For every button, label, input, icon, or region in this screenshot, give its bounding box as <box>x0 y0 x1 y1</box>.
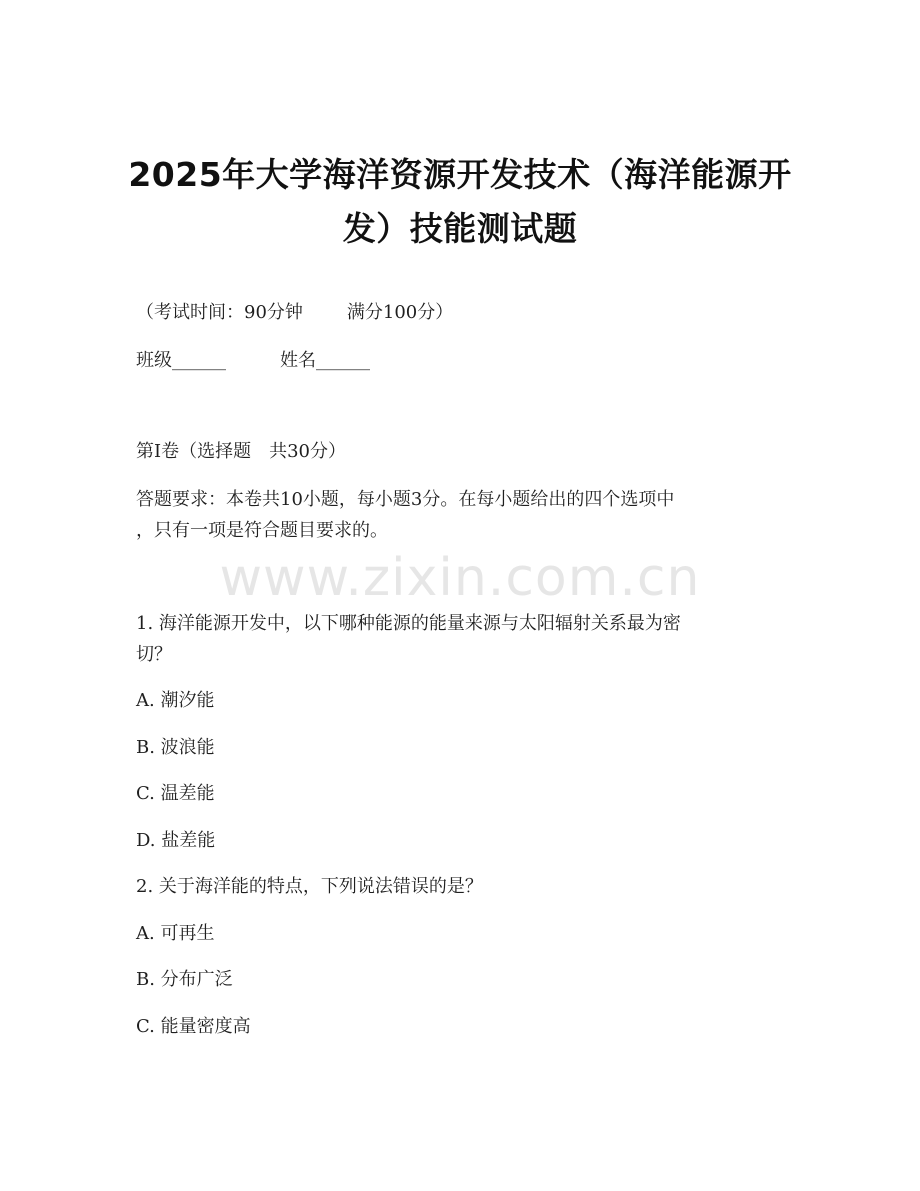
class-field: 班级______ <box>136 350 226 371</box>
document-title <box>110 148 810 256</box>
question-stem: 1. 海洋能源开发中，以下哪种能源的能量来源与太阳辐射关系最为密 <box>136 613 681 634</box>
option-c: C. 温差能 <box>136 783 215 804</box>
option-b: B. 分布广泛 <box>136 969 233 990</box>
section-title: 第I卷（选择题 共30分） <box>136 441 347 462</box>
option-d: D. 盐差能 <box>136 830 216 851</box>
full-score: 满分100分） <box>346 302 454 323</box>
option-a: A. 潮汐能 <box>136 690 215 711</box>
exam-info <box>136 301 453 325</box>
instructions-line-2: ，只有一项是符合题目要求的。 <box>136 520 388 541</box>
student-info <box>136 349 370 373</box>
title-line-1: 2025年大学海洋资源开发技术（海洋能源开 <box>128 155 792 194</box>
question-stem: 2. 关于海洋能的特点，下列说法错误的是？ <box>136 876 483 897</box>
exam-time: （考试时间：90分钟 <box>136 302 303 323</box>
option-a: A. 可再生 <box>136 923 215 944</box>
name-field: 姓名______ <box>280 350 370 371</box>
watermark: www.zixin.com.cn <box>219 548 701 608</box>
question-stem-continued: 切？ <box>136 644 172 665</box>
instructions-line-1: 答题要求：本卷共10小题，每小题3分。在每小题给出的四个选项中 <box>136 489 675 510</box>
option-c: C. 能量密度高 <box>136 1016 251 1037</box>
title-line-2: 发）技能测试题 <box>342 209 578 248</box>
option-b: B. 波浪能 <box>136 737 215 758</box>
